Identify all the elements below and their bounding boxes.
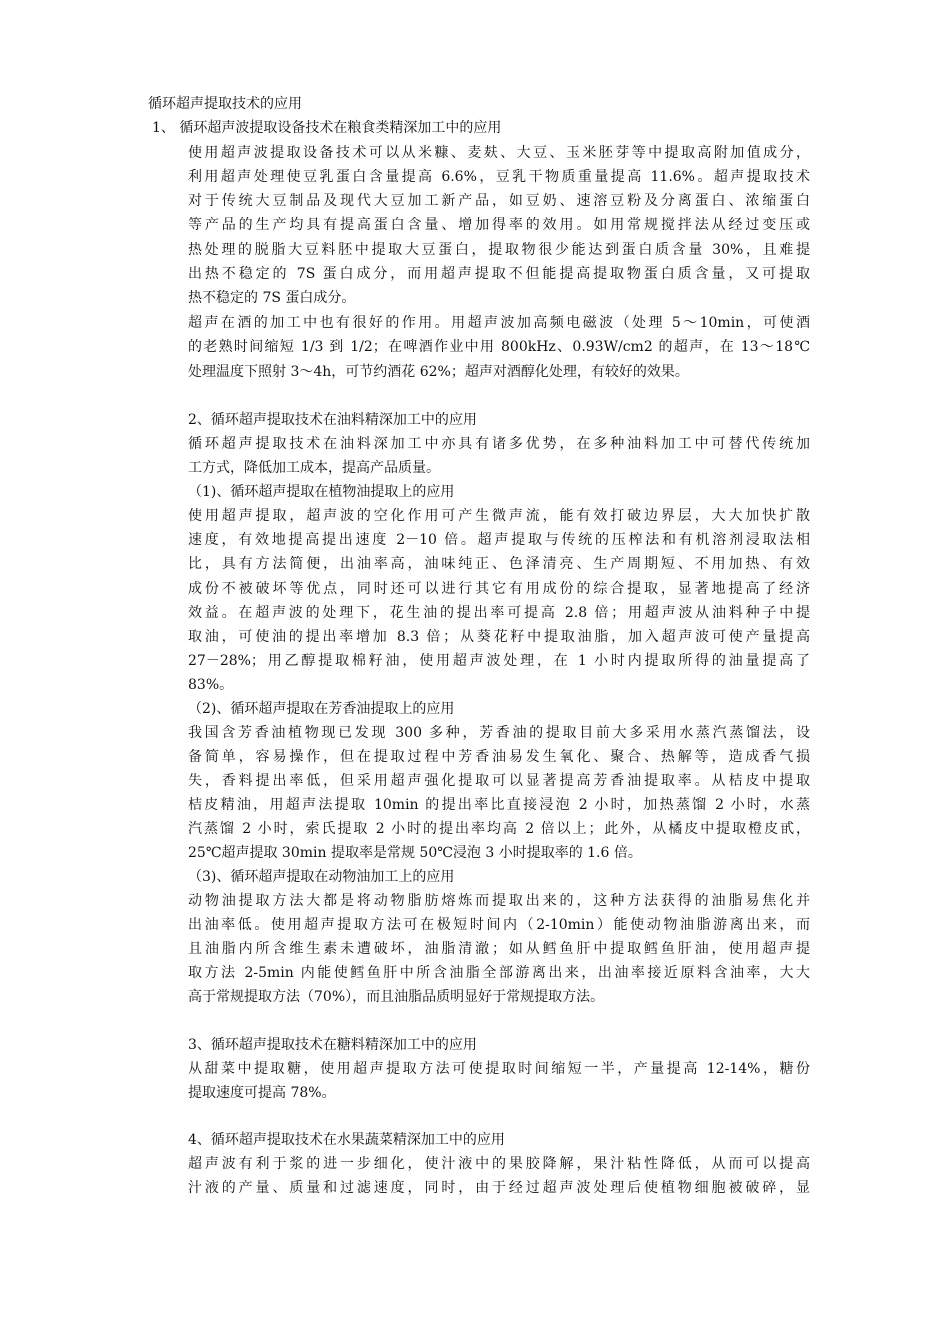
section-1-para-2-line: 超声在酒的加工中也有很好的作用。用超声波加高频电磁波（处理 5～10min，可使酒 [188,315,810,331]
section-1-para-1-line: 利用超声处理使豆乳蛋白含量提高 6.6%，豆乳干物质重量提高 11.6%。超声提取技术 [188,169,810,185]
subsection-2-1-line: 速度，有效地提高提出速度 2－10 倍。超声提取与传统的压榨法和有机溶剂浸取法相 [188,532,810,548]
subsection-2-1-line: 取油，可使油的提出率增加 8.3 倍；从葵花籽中提取油脂，加入超声波可使产量提高 [188,629,810,645]
section-4-line: 汁液的产量、质量和过滤速度，同时，由于经过超声波处理后使植物细胞被破碎，显 [188,1180,810,1196]
section-1-para-1-line: 使用超声波提取设备技术可以从米糠、麦麸、大豆、玉米胚芽等中提取高附加值成分， [188,145,810,161]
section-4-heading: 4、循环超声提取技术在水果蔬菜精深加工中的应用 [188,1132,505,1148]
section-1-heading: 1、 循环超声波提取设备技术在粮食类精深加工中的应用 [152,120,502,136]
subsection-2-2-line: 25℃超声提取 30min 提取率是常规 50℃浸泡 3 小时提取率的 1.6 倍。 [188,845,642,861]
section-2-intro-line: 循环超声提取技术在油料深加工中亦具有诸多优势，在多种油料加工中可替代传统加 [188,436,810,452]
section-1-para-1-line: 对于传统大豆制品及现代大豆加工新产品，如豆奶、速溶豆粉及分离蛋白、浓缩蛋白 [188,193,810,209]
document-title: 循环超声提取技术的应用 [148,96,302,112]
subsection-2-2-heading: （2)、循环超声提取在芳香油提取上的应用 [188,701,455,717]
subsection-2-1-heading: （1)、循环超声提取在植物油提取上的应用 [188,484,455,500]
subsection-2-3-line: 且油脂内所含维生素未遭破坏，油脂清澈；如从鳕鱼肝中提取鳕鱼肝油，使用超声提 [188,941,810,957]
subsection-2-1-line: 27－28%；用乙醇提取棉籽油，使用超声波处理，在 1 小时内提取所得的油量提高了 [188,653,810,669]
subsection-2-1-line: 成份不被破坏等优点，同时还可以进行其它有用成份的综合提取，显著地提高了经济 [188,581,810,597]
section-1-para-1-line: 热不稳定的 7S 蛋白成分。 [188,290,356,306]
subsection-2-1-line: 效益。在超声波的处理下，花生油的提出率可提高 2.8 倍；用超声波从油料种子中提 [188,605,810,621]
section-2-heading: 2、循环超声提取技术在油料精深加工中的应用 [188,412,477,428]
section-3-line: 提取速度可提高 78%。 [188,1085,336,1101]
section-4-line: 超声波有利于浆的进一步细化，使汁液中的果胶降解，果汁粘性降低，从而可以提高 [188,1156,810,1172]
section-1-para-2-line: 的老熟时间缩短 1/3 到 1/2；在啤酒作业中用 800kHz、0.93W/cm2 的超声，在 13～18℃ [188,339,810,355]
subsection-2-1-line: 83%。 [188,677,234,693]
subsection-2-2-line: 汽蒸馏 2 小时，索氏提取 2 小时的提出率均高 2 倍以上；此外，从橘皮中提取橙皮甙， [188,821,810,837]
subsection-2-2-line: 桔皮精油，用超声法提取 10min 的提出率比直接浸泡 2 小时，加热蒸馏 2 小时，水蒸 [188,797,810,813]
subsection-2-3-heading: （3)、循环超声提取在动物油加工上的应用 [188,869,455,885]
subsection-2-2-line: 备简单，容易操作，但在提取过程中芳香油易发生氧化、聚合、热解等，造成香气损 [188,749,810,765]
subsection-2-1-line: 比，具有方法简便，出油率高，油味纯正、色泽清亮、生产周期短、不用加热、有效 [188,556,810,572]
subsection-2-3-line: 取方法 2-5min 内能使鳕鱼肝中所含油脂全部游离出来，出油率接近原料含油率，大大 [188,965,810,981]
subsection-2-2-line: 失，香料提出率低，但采用超声强化提取可以显著提高芳香油提取率。从桔皮中提取 [188,773,810,789]
section-3-heading: 3、循环超声提取技术在糖料精深加工中的应用 [188,1037,477,1053]
section-2-intro-line: 工方式，降低加工成本，提高产品质量。 [188,460,440,476]
subsection-2-3-line: 出油率低。使用超声提取方法可在极短时间内（2-10min）能使动物油脂游离出来，而 [188,917,810,933]
section-3-line: 从甜菜中提取糖，使用超声提取方法可使提取时间缩短一半，产量提高 12-14%，糖份 [188,1061,810,1077]
subsection-2-1-line: 使用超声提取，超声波的空化作用可产生微声流，能有效打破边界层，大大加快扩散 [188,508,810,524]
section-1-para-1-line: 出热不稳定的 7S 蛋白成分，而用超声提取不但能提高提取物蛋白质含量，又可提取 [188,266,810,282]
subsection-2-3-line: 高于常规提取方法（70%），而且油脂品质明显好于常规提取方法。 [188,989,605,1005]
section-1-para-2-line: 处理温度下照射 3～4h，可节约酒花 62%；超声对酒醇化处理，有较好的效果。 [188,364,689,380]
subsection-2-3-line: 动物油提取方法大都是将动物脂肪熔炼而提取出来的，这种方法获得的油脂易焦化并 [188,893,810,909]
subsection-2-2-line: 我国含芳香油植物现已发现 300 多种，芳香油的提取目前大多采用水蒸汽蒸馏法，设 [188,725,810,741]
section-1-para-1-line: 热处理的脱脂大豆料胚中提取大豆蛋白，提取物很少能达到蛋白质含量 30%，且难提 [188,242,810,258]
section-1-para-1-line: 等产品的生产均具有提高蛋白含量、增加得率的效用。如用常规搅拌法从经过变压或 [188,217,810,233]
